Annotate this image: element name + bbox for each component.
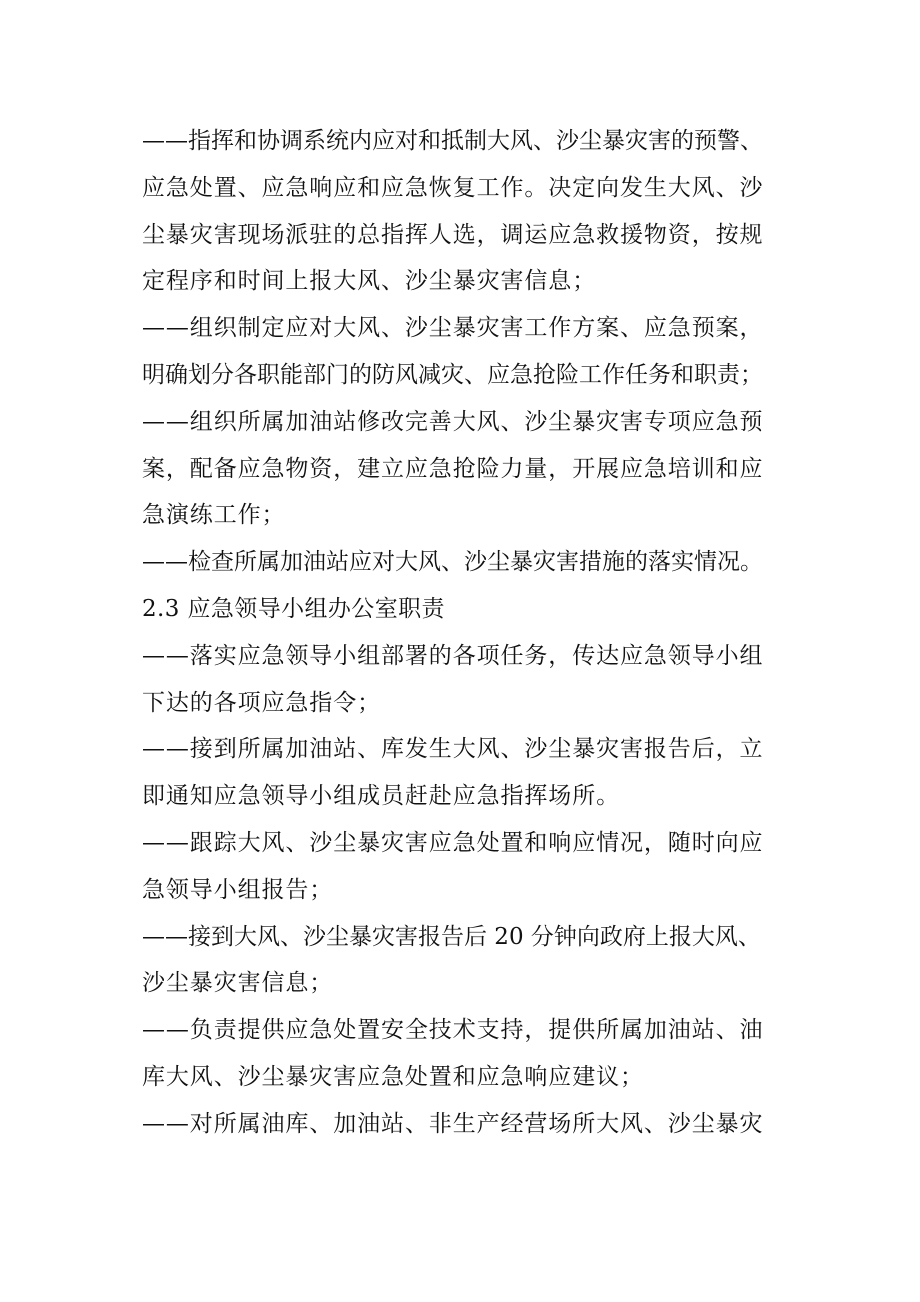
text-line: ——对所属油库、加油站、非生产经营场所大风、沙尘暴灾 (142, 1110, 764, 1137)
text-line: 案，配备应急物资，建立应急抢险力量，开展应急培训和应 (142, 455, 764, 482)
text-line: 急演练工作； (142, 502, 286, 529)
text-line: 沙尘暴灾害信息； (142, 970, 334, 997)
section-heading: 2.3 应急领导小组办公室职责 (142, 595, 445, 622)
text-line: ——落实应急领导小组部署的各项任务，传达应急领导小组 (142, 642, 764, 669)
text-line: 下达的各项应急指令； (142, 689, 381, 716)
text-line: ——接到大风、沙尘暴灾害报告后 20 分钟向政府上报大风、 (142, 923, 761, 950)
text-line: 应急处置、应急响应和应急恢复工作。决定向发生大风、沙 (142, 174, 764, 201)
text-line: ——指挥和协调系统内应对和抵制大风、沙尘暴灾害的预警、 (142, 128, 763, 154)
text-line: 库大风、沙尘暴灾害应急处置和应急响应建议； (142, 1063, 644, 1090)
text-line: ——检查所属加油站应对大风、沙尘暴灾害措施的落实情况。 (142, 549, 763, 576)
text-line: ——负责提供应急处置安全技术支持，提供所属加油站、油 (142, 1017, 764, 1044)
text-line: 急领导小组报告； (142, 876, 334, 903)
document-body (142, 118, 822, 1148)
text-line: ——接到所属加油站、库发生大风、沙尘暴灾害报告后，立 (142, 736, 764, 763)
text-line: 定程序和时间上报大风、沙尘暴灾害信息； (142, 268, 597, 295)
text-line: 明确划分各职能部门的防风减灾、应急抢险工作任务和职责； (142, 361, 763, 388)
text-line: ——跟踪大风、沙尘暴灾害应急处置和响应情况，随时向应 (142, 829, 764, 856)
text-line: 即通知应急领导小组成员赶赴应急指挥场所。 (142, 783, 620, 810)
text-line: ——组织所属加油站修改完善大风、沙尘暴灾害专项应急预 (142, 408, 764, 435)
text-line: 尘暴灾害现场派驻的总指挥人选，调运应急救援物资，按规 (142, 221, 764, 248)
text-line: ——组织制定应对大风、沙尘暴灾害工作方案、应急预案， (142, 315, 764, 342)
